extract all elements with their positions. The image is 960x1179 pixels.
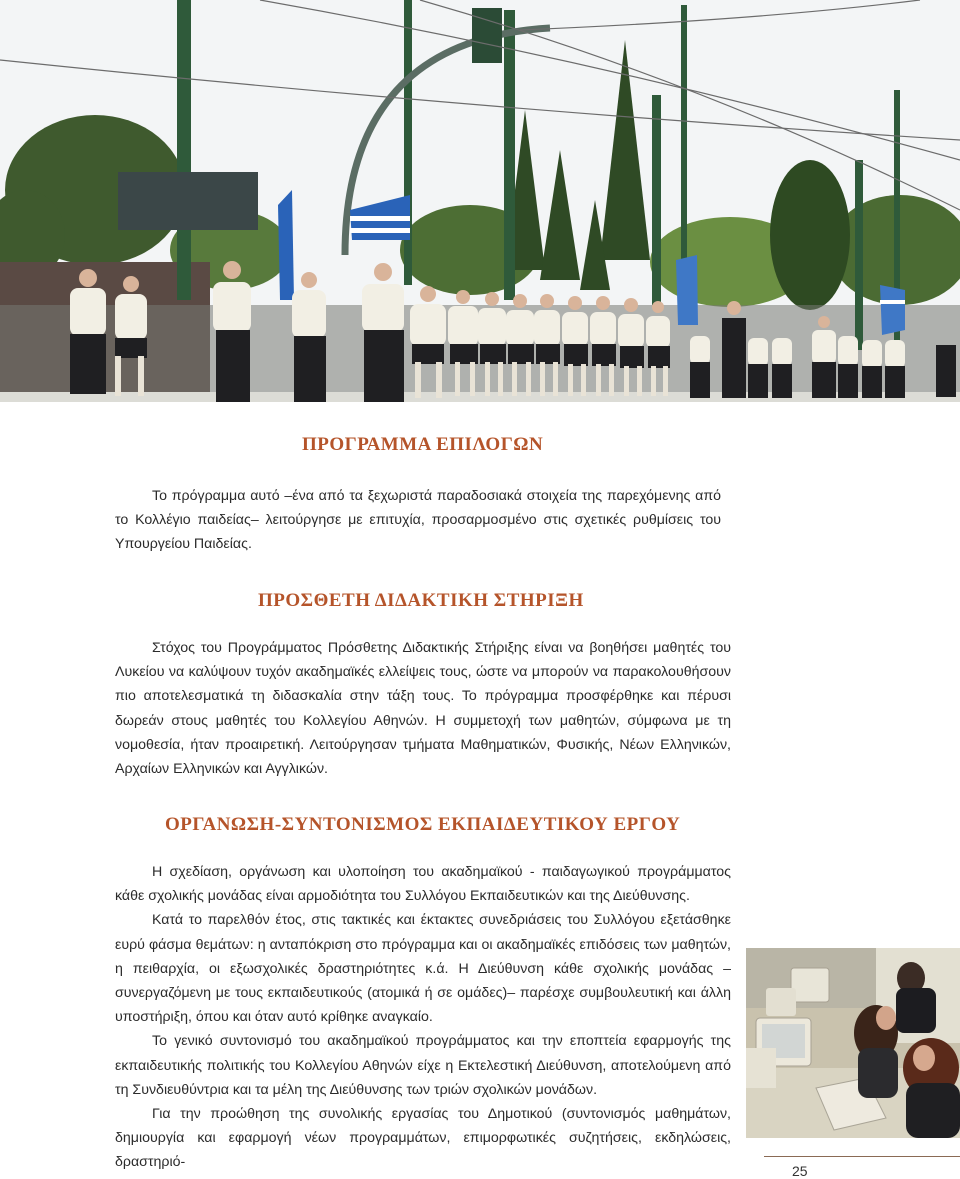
- section-paragraph-electives: Το πρόγραμμα αυτό –ένα από τα ξεχωριστά παραδοσιακά στοιχεία της παρεχόμενης από το Κολλέγιο παιδείας– λειτούργησε με επιτυχία, προσαρμοσμένο στις σχετικές ρυθμίσεις του Υπουργείου Παιδείας.: [115, 488, 721, 553]
- section-body-organization: [115, 860, 731, 1175]
- organization-paragraph-3: Το γενικό συντονισμό του ακαδημαϊκού προγράμματος και την εποπτεία εφαρμογής της εκπαιδευτικής πολιτικής του Κολλεγίου Αθηνών είχε η Εκτελεστική Διεύθυνση, αποτελούμενη από τη Συνδιευθύντρια και τα μέλη της Διεύθυνσης των τριών σχολικών μονάδων.: [115, 1033, 731, 1098]
- section-heading-electives: ΠΡΟΓΡΑΜΜΑ ΕΠΙΛΟΓΩΝ: [302, 434, 544, 455]
- computer-lab-photo: [746, 948, 960, 1138]
- section-paragraph-support: Στόχος του Προγράμματος Πρόσθετης Διδακτικής Στήριξης είναι να βοηθήσει μαθητές του Λυκείου να καλύψουν τυχόν ακαδημαϊκές ελλείψεις τους, ώστε να μπορούν να παρακολουθήσουν πιο αποτελεσματικά τη διδασκαλία στην τάξη τους. Το πρόγραμμα προσφέρθηκε και πέρυσι δωρεάν στους μαθητές του Κολλεγίου Αθηνών. Η συμμετοχή των μαθητών, σύμφωνα με τη νομοθεσία, ήταν προαιρετική. Λειτούργησαν τμήματα Μαθηματικών, Φυσικής, Νέων Ελληνικών, Αρχαίων Ελληνικών και Αγγλικών.: [115, 640, 731, 778]
- page-number: 25: [792, 1163, 808, 1179]
- section-heading-organization: ΟΡΓΑΝΩΣΗ-ΣΥΝΤΟΝΙΣΜΟΣ ΕΚΠΑΙΔΕΥΤΙΚΟΥ ΕΡΓΟΥ: [165, 814, 681, 835]
- footer-rule: [764, 1156, 960, 1157]
- organization-paragraph-1: Η σχεδίαση, οργάνωση και υλοποίηση του ακαδημαϊκού - παιδαγωγικού προγράμματος κάθε σχολικής μονάδας είναι αρμοδιότητα του Συλλόγου Εκπαιδευτικών και της Διεύθυνσης.: [115, 864, 731, 905]
- organization-paragraph-2: Κατά το παρελθόν έτος, στις τακτικές και έκτακτες συνεδριάσεις του Συλλόγου εξετάσθηκε ευρύ φάσμα θεμάτων: η ανταπόκριση στο πρόγραμμα και οι ακαδημαϊκές επιδόσεις των μαθητών, η πειθαρχία, οι εξωσχολικές δραστηριότητες κ.ά. Η Διεύθυνση κάθε σχολικής μονάδας –συνεργαζόμενη με τους εκπαιδευτικούς (ατομικά ή σε ομάδες)– παρέσχε συμβουλευτική και άλλη υποστήριξη, όπου και όταν αυτό κρίθηκε αναγκαίο.: [115, 912, 731, 1026]
- section-heading-support: ΠΡΟΣΘΕΤΗ ΔΙΔΑΚΤΙΚΗ ΣΤΗΡΙΞΗ: [258, 590, 584, 611]
- organization-paragraph-4: Για την προώθηση της συνολικής εργασίας του Δημοτικού (συντονισμός μαθημάτων, δημιουργία και εφαρμογή νέων προγραμμάτων, επιμορφωτικές συζητήσεις, εκδηλώσεις, δραστηριό-: [115, 1106, 731, 1171]
- parade-photo: [0, 0, 960, 402]
